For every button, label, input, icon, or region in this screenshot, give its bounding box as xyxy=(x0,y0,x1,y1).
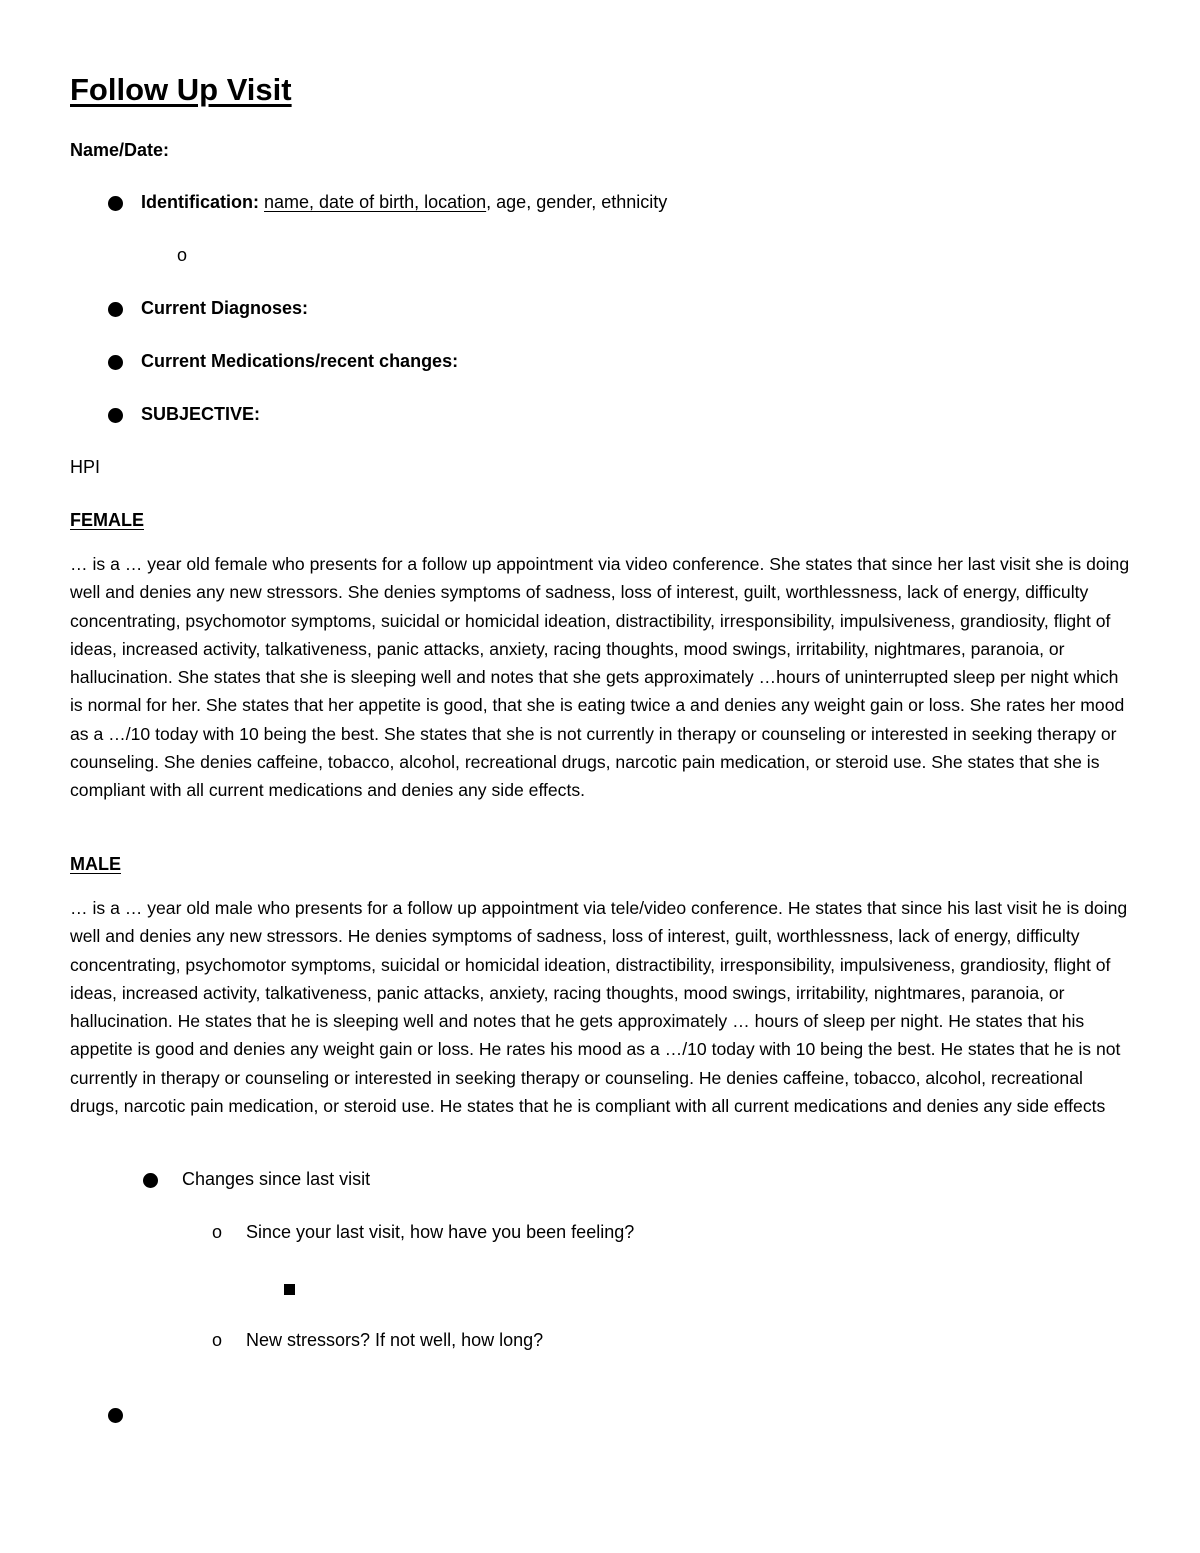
sub-bullet-circle-icon: o xyxy=(212,1330,223,1350)
changes-since-last-visit-label: Changes since last visit xyxy=(182,1169,371,1189)
sub-bullet-circle-icon: o xyxy=(177,245,188,265)
identification-other-fields: , age, gender, ethnicity xyxy=(486,192,668,212)
identification-line xyxy=(141,192,667,213)
current-diagnoses-label: Current Diagnoses: xyxy=(141,298,309,318)
bullet-dot-icon xyxy=(143,1173,158,1188)
bullet-dot-icon xyxy=(108,302,123,317)
question-stressors: New stressors? If not well, how long? xyxy=(246,1330,544,1350)
male-hpi-paragraph: … is a … year old male who presents for a follow up appointment via tele/video conference. He states that since his last visit he is doing well and denies any new stressors. He denies symptoms of sadness, loss of interest, guilt, worthlessness, lack of energy, difficulty concentrating, psychomotor symptoms, suicidal or homicidal ideation, distractibility, irresponsibility, impulsiveness, grandiosity, flight of ideas, increased activity, talkativeness, panic attacks, anxiety, racing thoughts, mood swings, irritability, nightmares, paranoia, or hallucination. He states that he is sleeping well and notes that he gets approximately … hours of sleep per night. He states that his appetite is good and denies any weight gain or loss. He rates his mood as a …/10 today with 10 being the best. He states that he is not currently in therapy or counseling or interested in seeking therapy or counseling. He denies caffeine, tobacco, alcohol, recreational drugs, narcotic pain medication, or steroid use. He states that he is compliant with all current medications and denies any side effects xyxy=(70,898,1128,1117)
identification-label: Identification: xyxy=(141,192,259,212)
female-heading: FEMALE xyxy=(70,510,144,530)
page-title: Follow Up Visit xyxy=(70,72,292,107)
subjective-label: SUBJECTIVE: xyxy=(141,404,261,424)
male-heading: MALE xyxy=(70,854,121,874)
sub-bullet-circle-icon: o xyxy=(212,1222,223,1242)
female-hpi-paragraph: … is a … year old female who presents for a follow up appointment via video conference. She states that since her last visit she is doing well and denies any new stressors. She denies symptoms of sadness, loss of interest, guilt, worthlessness, lack of energy, difficulty concentrating, psychomotor symptoms, suicidal or homicidal ideation, distractibility, irresponsibility, impulsiveness, grandiosity, flight of ideas, increased activity, talkativeness, panic attacks, anxiety, racing thoughts, mood swings, irritability, nightmares, paranoia, or hallucination. She states that she is sleeping well and notes that she gets approximately …hours of uninterrupted sleep per night which is normal for her. She states that her appetite is good, that she is eating twice a and denies any weight gain or loss. She rates her mood as a …/10 today with 10 being the best. She states that she is not currently in therapy or counseling or interested in seeking therapy or counseling. She denies caffeine, tobacco, alcohol, recreational drugs, narcotic pain medication, or steroid use. She states that she is compliant with all current medications and denies any side effects. xyxy=(70,554,1130,801)
name-date-label: Name/Date: xyxy=(70,140,170,160)
identification-underlined-fields: name, date of birth, location xyxy=(264,192,487,212)
bullet-dot-icon xyxy=(108,196,123,211)
current-medications-label: Current Medications/recent changes: xyxy=(141,351,459,371)
hpi-label: HPI xyxy=(70,457,101,477)
question-feeling: Since your last visit, how have you been feeling? xyxy=(246,1222,635,1242)
bullet-dot-icon xyxy=(108,408,123,423)
sub-sub-bullet-square-icon xyxy=(284,1284,295,1295)
bullet-dot-icon xyxy=(108,355,123,370)
bullet-dot-icon xyxy=(108,1408,123,1423)
